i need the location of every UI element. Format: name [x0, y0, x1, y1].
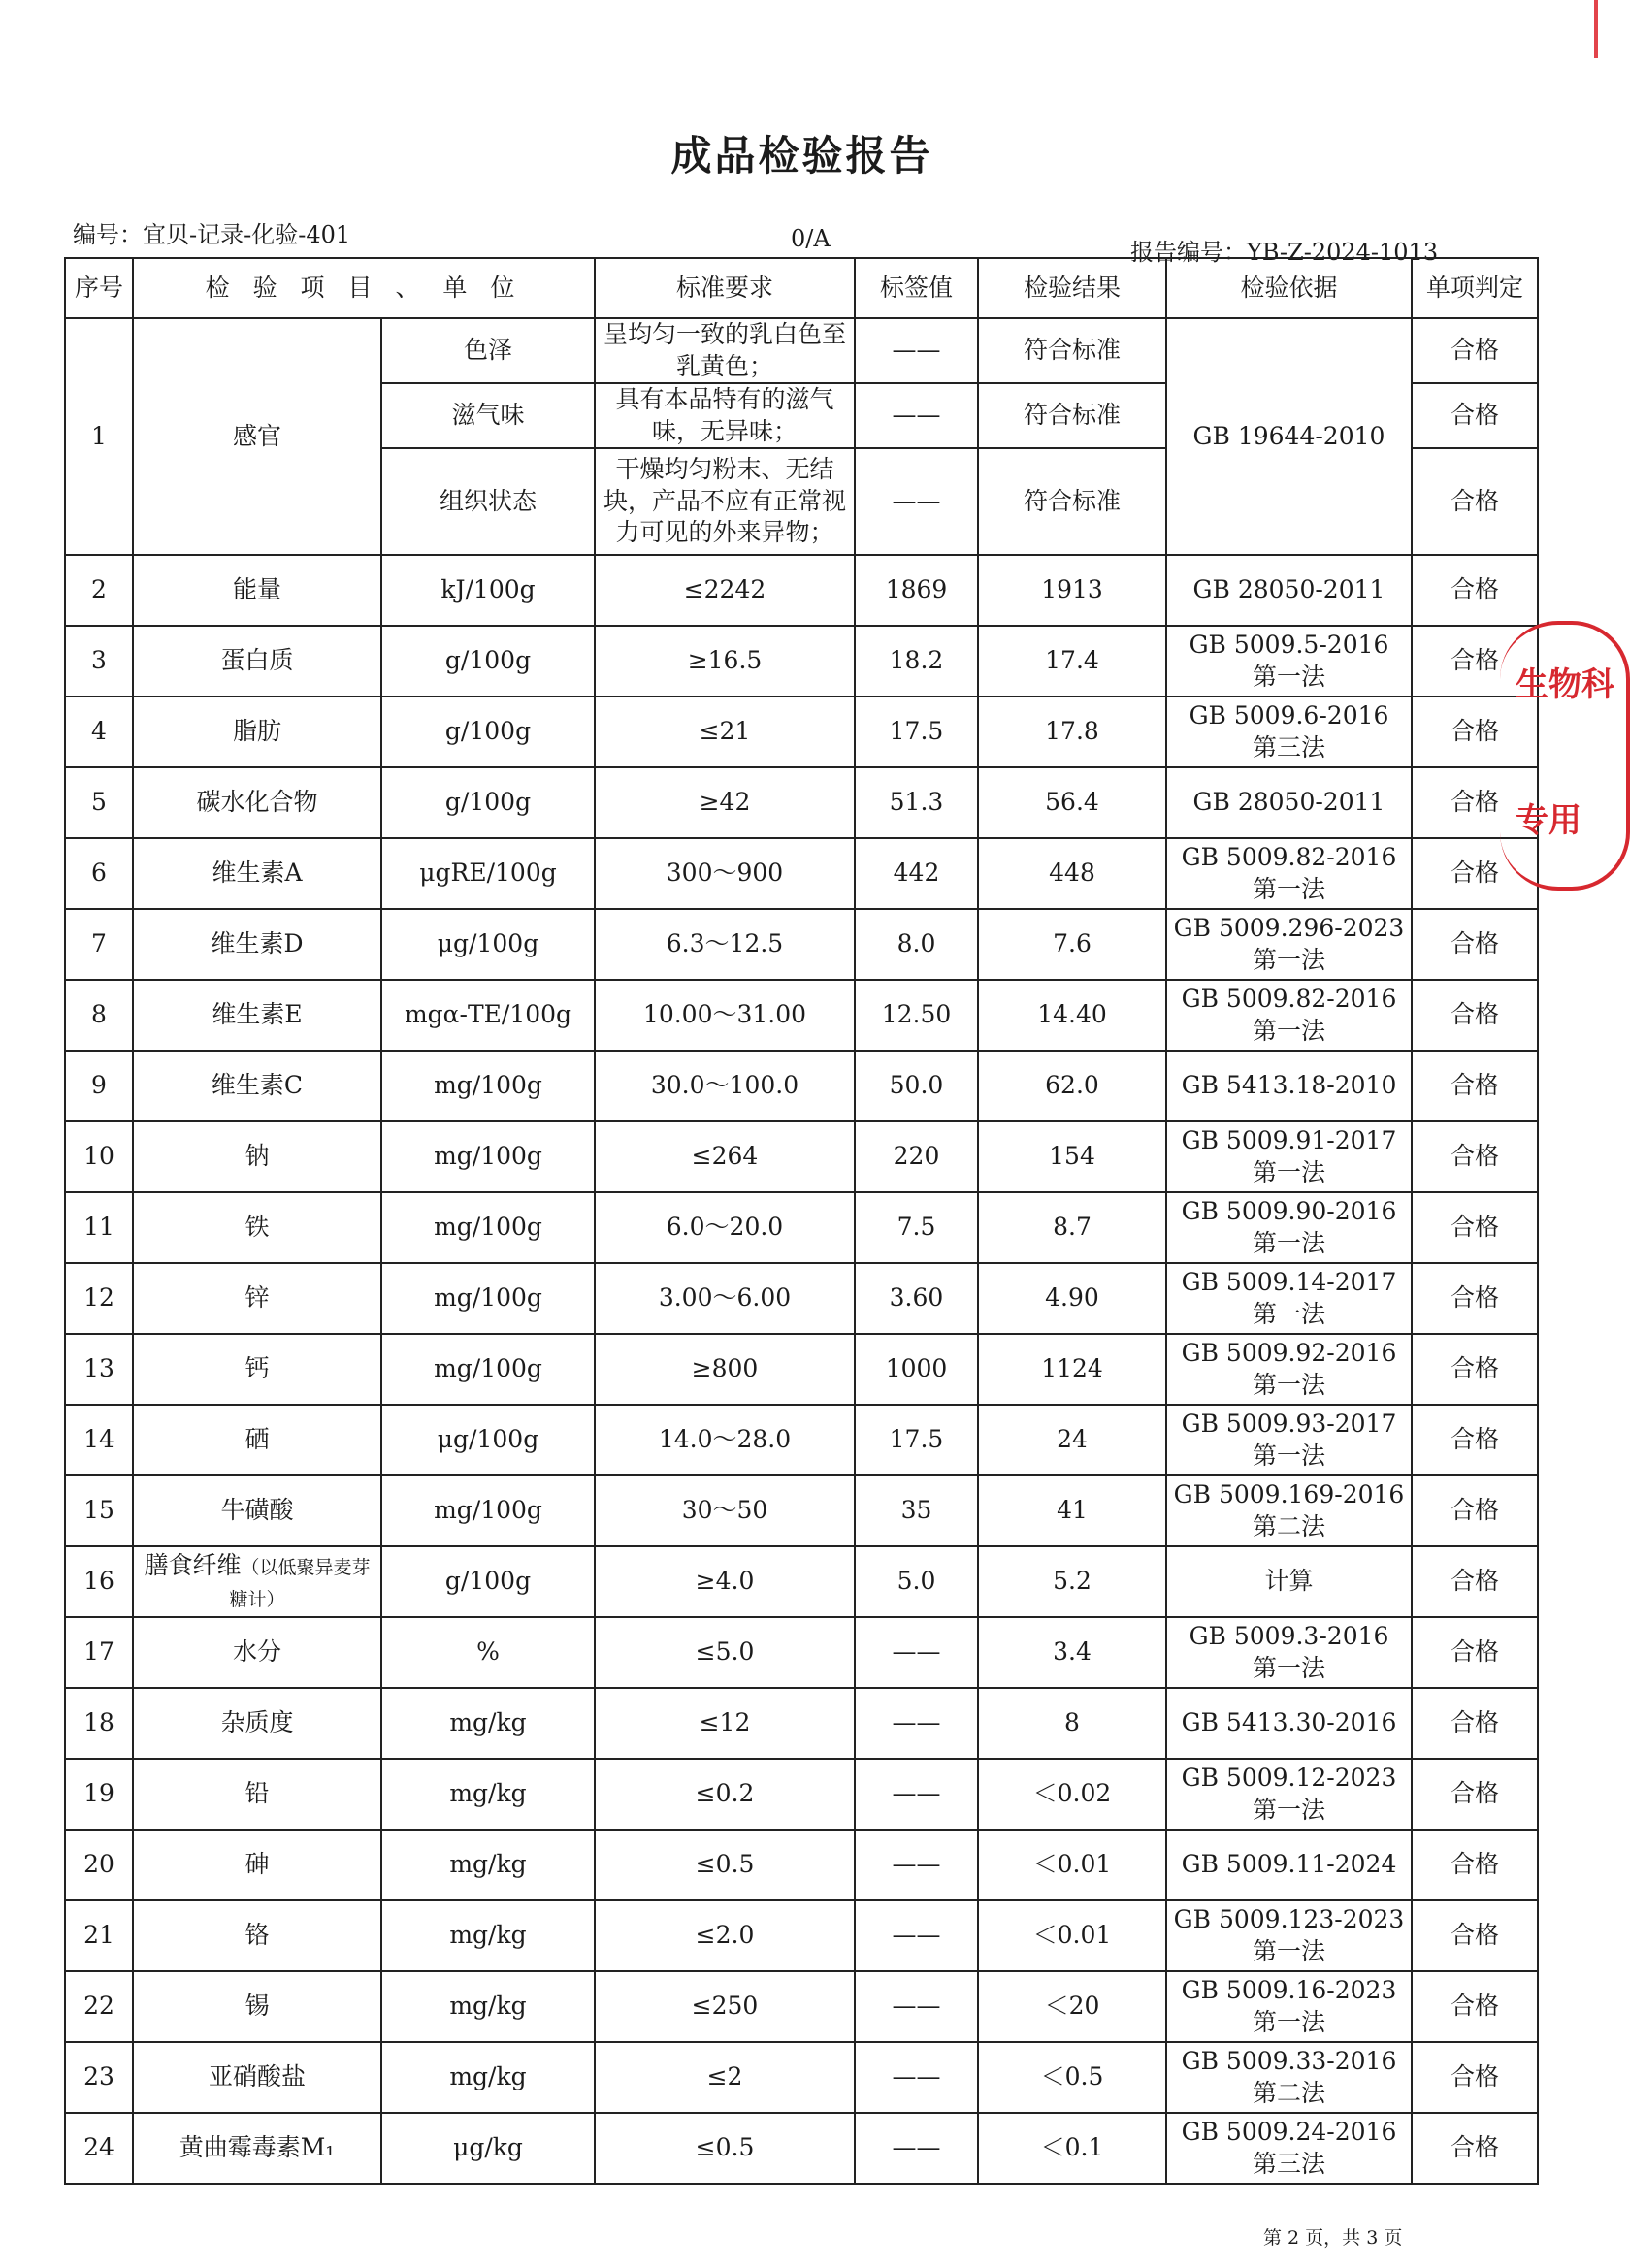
item-unit: g/100g	[381, 1546, 595, 1617]
item-name: 铁	[133, 1192, 381, 1263]
basis-standard: GB 5009.14-2017	[1181, 1268, 1397, 1296]
item-no: 2	[65, 555, 133, 626]
result: ＜0.01	[978, 1900, 1166, 1971]
table-row	[65, 1051, 1538, 1121]
label-value: 1000	[855, 1334, 978, 1405]
item-unit: mg/100g	[381, 1263, 595, 1334]
label-value: 35	[855, 1475, 978, 1546]
result: 3.4	[978, 1617, 1166, 1688]
requirement: 300～900	[595, 838, 855, 909]
result: 8	[978, 1688, 1166, 1759]
result: ＜0.01	[978, 1830, 1166, 1900]
test-basis	[1166, 1546, 1412, 1617]
judgement: 合格	[1412, 2113, 1538, 2184]
label-value: ——	[855, 1759, 978, 1830]
basis-standard: GB 5413.30-2016	[1181, 1708, 1397, 1737]
result: 24	[978, 1405, 1166, 1475]
basis-method: 第三法	[1252, 732, 1325, 761]
item-no: 13	[65, 1334, 133, 1405]
test-basis	[1166, 626, 1412, 697]
item-no: 9	[65, 1051, 133, 1121]
test-basis	[1166, 1971, 1412, 2042]
item-no: 11	[65, 1192, 133, 1263]
requirement: 30.0～100.0	[595, 1051, 855, 1121]
table-row	[65, 1830, 1538, 1900]
basis-method: 第一法	[1252, 1228, 1325, 1257]
basis-method: 第一法	[1252, 1299, 1325, 1328]
test-basis	[1166, 555, 1412, 626]
label-value: 18.2	[855, 626, 978, 697]
result: 符合标准	[978, 448, 1166, 555]
item-no: 14	[65, 1405, 133, 1475]
basis-standard: GB 28050-2011	[1192, 788, 1386, 817]
item-unit: mg/kg	[381, 1900, 595, 1971]
item-no: 3	[65, 626, 133, 697]
label-value: ——	[855, 1617, 978, 1688]
sub-item-name: 色泽	[381, 318, 595, 383]
result: 17.4	[978, 626, 1166, 697]
test-basis	[1166, 838, 1412, 909]
basis-standard: GB 5009.24-2016	[1181, 2118, 1397, 2146]
result: 5.2	[978, 1546, 1166, 1617]
basis-standard: 计算	[1264, 1567, 1314, 1596]
item-name: 维生素D	[133, 909, 381, 980]
table-row	[65, 1617, 1538, 1688]
item-unit: g/100g	[381, 626, 595, 697]
test-basis	[1166, 2042, 1412, 2113]
item-name: 脂肪	[133, 697, 381, 767]
requirement: ≤0.5	[595, 1830, 855, 1900]
basis-method: 第一法	[1252, 2007, 1325, 2036]
item-no: 18	[65, 1688, 133, 1759]
seal-text-top: 生物科	[1516, 665, 1614, 704]
table-row	[65, 1405, 1538, 1475]
basis-method: 第一法	[1252, 1653, 1325, 1682]
item-name: 能量	[133, 555, 381, 626]
test-basis	[1166, 2113, 1412, 2184]
item-unit: %	[381, 1617, 595, 1688]
test-basis	[1166, 697, 1412, 767]
judgement: 合格	[1412, 697, 1538, 767]
item-no: 20	[65, 1830, 133, 1900]
item-unit: mg/100g	[381, 1051, 595, 1121]
judgement: 合格	[1412, 1546, 1538, 1617]
item-no: 5	[65, 767, 133, 838]
table-row	[65, 1263, 1538, 1334]
result: 56.4	[978, 767, 1166, 838]
table-row	[65, 838, 1538, 909]
result: 448	[978, 838, 1166, 909]
requirement: ≤21	[595, 697, 855, 767]
basis-standard: GB 5009.12-2023	[1181, 1764, 1397, 1792]
test-basis	[1166, 909, 1412, 980]
item-unit: μg/100g	[381, 909, 595, 980]
header-no: 序号	[65, 258, 133, 318]
table-row	[65, 2042, 1538, 2113]
basis-standard: GB 5009.33-2016	[1181, 2047, 1397, 2075]
item-no: 21	[65, 1900, 133, 1971]
basis-method: 第一法	[1252, 1441, 1325, 1470]
label-value: 50.0	[855, 1051, 978, 1121]
item-name-note: （以低聚异麦芽糖计）	[229, 1557, 371, 1610]
result: 8.7	[978, 1192, 1166, 1263]
item-name: 维生素C	[133, 1051, 381, 1121]
result: ＜20	[978, 1971, 1166, 2042]
label-value: ——	[855, 1688, 978, 1759]
basis-method: 第一法	[1252, 1936, 1325, 1965]
table-row	[65, 909, 1538, 980]
basis-standard: GB 5009.123-2023	[1173, 1905, 1405, 1933]
test-basis	[1166, 1900, 1412, 1971]
test-basis	[1166, 1192, 1412, 1263]
label-value: 442	[855, 838, 978, 909]
item-unit: mg/kg	[381, 1688, 595, 1759]
label-value: 8.0	[855, 909, 978, 980]
seal-text-bottom: 专用	[1516, 801, 1581, 840]
requirement: ≤2	[595, 2042, 855, 2113]
test-basis	[1166, 1617, 1412, 1688]
test-basis	[1166, 1405, 1412, 1475]
item-name: 锌	[133, 1263, 381, 1334]
judgement: 合格	[1412, 980, 1538, 1051]
table-row	[65, 1475, 1538, 1546]
header-label-value: 标签值	[855, 258, 978, 318]
test-basis	[1166, 1830, 1412, 1900]
requirement: 干燥均匀粉末、无结块，产品不应有正常视力可见的外来异物；	[595, 448, 855, 555]
table-row	[65, 980, 1538, 1051]
sub-item-name: 组织状态	[381, 448, 595, 555]
requirement: ≥16.5	[595, 626, 855, 697]
sensory-no: 1	[65, 318, 133, 555]
label-value: 51.3	[855, 767, 978, 838]
requirement: 6.0～20.0	[595, 1192, 855, 1263]
item-no: 12	[65, 1263, 133, 1334]
requirement: ≥42	[595, 767, 855, 838]
basis-method: 第一法	[1252, 874, 1325, 903]
label-value: 220	[855, 1121, 978, 1192]
basis-standard: GB 5009.11-2024	[1181, 1850, 1397, 1879]
requirement: 30～50	[595, 1475, 855, 1546]
item-name: 铅	[133, 1759, 381, 1830]
result: ＜0.02	[978, 1759, 1166, 1830]
label-value: 12.50	[855, 980, 978, 1051]
table-row	[65, 1759, 1538, 1830]
header-item-unit: 检 验 项 目 、 单 位	[133, 258, 595, 318]
label-value: 7.5	[855, 1192, 978, 1263]
basis-method: 第二法	[1252, 2078, 1325, 2107]
label-value: ——	[855, 2042, 978, 2113]
judgement: 合格	[1412, 1405, 1538, 1475]
item-unit: μg/100g	[381, 1405, 595, 1475]
item-unit: mg/100g	[381, 1475, 595, 1546]
item-unit: mg/100g	[381, 1192, 595, 1263]
judgement: 合格	[1412, 1688, 1538, 1759]
judgement: 合格	[1412, 1334, 1538, 1405]
item-no: 19	[65, 1759, 133, 1830]
item-no: 23	[65, 2042, 133, 2113]
item-name: 维生素A	[133, 838, 381, 909]
test-basis	[1166, 980, 1412, 1051]
item-no: 7	[65, 909, 133, 980]
table-row	[65, 1334, 1538, 1405]
item-name: 钠	[133, 1121, 381, 1192]
label-value: 17.5	[855, 1405, 978, 1475]
header-requirement: 标准要求	[595, 258, 855, 318]
sensory-basis: GB 19644-2010	[1166, 318, 1412, 555]
judgement: 合格	[1412, 626, 1538, 697]
item-unit: μg/kg	[381, 2113, 595, 2184]
basis-method: 第一法	[1252, 1016, 1325, 1045]
basis-method: 第一法	[1252, 1795, 1325, 1824]
item-name: 牛磺酸	[133, 1475, 381, 1546]
basis-standard: GB 5009.92-2016	[1181, 1339, 1397, 1367]
page-footer: 第 2 页，共 3 页	[1263, 2227, 1403, 2249]
judgement: 合格	[1412, 909, 1538, 980]
requirement: 具有本品特有的滋气味，无异味；	[595, 383, 855, 448]
judgement: 合格	[1412, 838, 1538, 909]
label-value: 17.5	[855, 697, 978, 767]
judgement: 合格	[1412, 1192, 1538, 1263]
label-value: 3.60	[855, 1263, 978, 1334]
header-result: 检验结果	[978, 258, 1166, 318]
table-row	[65, 555, 1538, 626]
test-basis	[1166, 1688, 1412, 1759]
result: 17.8	[978, 697, 1166, 767]
item-name	[133, 1546, 381, 1617]
requirement: ≤0.5	[595, 2113, 855, 2184]
judgement: 合格	[1412, 448, 1538, 555]
item-unit: g/100g	[381, 767, 595, 838]
result: 4.90	[978, 1263, 1166, 1334]
label-value: ——	[855, 383, 978, 448]
header-basis: 检验依据	[1166, 258, 1412, 318]
item-unit: μgRE/100g	[381, 838, 595, 909]
result: 41	[978, 1475, 1166, 1546]
judgement: 合格	[1412, 1759, 1538, 1830]
inspection-table	[64, 257, 1539, 2185]
item-name: 杂质度	[133, 1688, 381, 1759]
item-name: 碳水化合物	[133, 767, 381, 838]
edge-mark	[1594, 0, 1598, 58]
judgement: 合格	[1412, 1830, 1538, 1900]
table-row	[65, 1900, 1538, 1971]
judgement: 合格	[1412, 1051, 1538, 1121]
requirement: 3.00～6.00	[595, 1263, 855, 1334]
basis-standard: GB 5009.91-2017	[1181, 1126, 1397, 1154]
result: 62.0	[978, 1051, 1166, 1121]
result: 符合标准	[978, 318, 1166, 383]
table-row	[65, 1688, 1538, 1759]
test-basis	[1166, 1051, 1412, 1121]
test-basis	[1166, 1263, 1412, 1334]
basis-method: 第一法	[1252, 945, 1325, 974]
label-value: ——	[855, 1900, 978, 1971]
sensory-row-color	[65, 318, 1538, 383]
label-value: ——	[855, 318, 978, 383]
table-row	[65, 1121, 1538, 1192]
item-name: 黄曲霉毒素M₁	[133, 2113, 381, 2184]
basis-standard: GB 5009.5-2016	[1189, 631, 1389, 659]
basis-standard: GB 28050-2011	[1192, 575, 1386, 604]
basis-standard: GB 5009.90-2016	[1181, 1197, 1397, 1225]
label-value: ——	[855, 448, 978, 555]
requirement: 呈均匀一致的乳白色至乳黄色；	[595, 318, 855, 383]
basis-method: 第一法	[1252, 1370, 1325, 1399]
item-unit: mg/kg	[381, 1971, 595, 2042]
sensory-name: 感官	[133, 318, 381, 555]
result: 14.40	[978, 980, 1166, 1051]
item-unit: mg/kg	[381, 1830, 595, 1900]
judgement: 合格	[1412, 1263, 1538, 1334]
requirement: ≥4.0	[595, 1546, 855, 1617]
judgement: 合格	[1412, 318, 1538, 383]
item-unit: mg/kg	[381, 2042, 595, 2113]
judgement: 合格	[1412, 1121, 1538, 1192]
basis-standard: GB 5009.6-2016	[1189, 701, 1389, 729]
item-name-text: 膳食纤维	[144, 1551, 242, 1579]
result: 1124	[978, 1334, 1166, 1405]
basis-standard: GB 5009.82-2016	[1181, 843, 1397, 871]
result: 7.6	[978, 909, 1166, 980]
requirement: ≤2242	[595, 555, 855, 626]
page-title: 成品检验报告	[670, 132, 933, 179]
requirement: ≤12	[595, 1688, 855, 1759]
table-row	[65, 767, 1538, 838]
label-value: 1869	[855, 555, 978, 626]
basis-standard: GB 5009.169-2016	[1173, 1480, 1405, 1508]
document-version: 0/A	[791, 225, 831, 252]
judgement: 合格	[1412, 767, 1538, 838]
item-no: 15	[65, 1475, 133, 1546]
judgement: 合格	[1412, 2042, 1538, 2113]
judgement: 合格	[1412, 555, 1538, 626]
item-name: 水分	[133, 1617, 381, 1688]
result: ＜0.5	[978, 2042, 1166, 2113]
requirement: ≤0.2	[595, 1759, 855, 1830]
result: 1913	[978, 555, 1166, 626]
label-value: ——	[855, 1971, 978, 2042]
item-no: 17	[65, 1617, 133, 1688]
test-basis	[1166, 1121, 1412, 1192]
basis-standard: GB 5009.16-2023	[1181, 1976, 1397, 2004]
requirement: ≤5.0	[595, 1617, 855, 1688]
judgement: 合格	[1412, 1475, 1538, 1546]
test-basis	[1166, 1475, 1412, 1546]
result: 符合标准	[978, 383, 1166, 448]
document-code: 编号：宜贝-记录-化验-401	[73, 221, 351, 248]
item-name: 锡	[133, 1971, 381, 2042]
result: 154	[978, 1121, 1166, 1192]
item-unit: kJ/100g	[381, 555, 595, 626]
judgement: 合格	[1412, 1971, 1538, 2042]
item-unit: mg/100g	[381, 1334, 595, 1405]
table-row	[65, 1192, 1538, 1263]
test-basis	[1166, 767, 1412, 838]
requirement: ≤2.0	[595, 1900, 855, 1971]
test-basis	[1166, 1334, 1412, 1405]
item-unit: mg/kg	[381, 1759, 595, 1830]
requirement: ≥800	[595, 1334, 855, 1405]
judgement: 合格	[1412, 1900, 1538, 1971]
sub-item-name: 滋气味	[381, 383, 595, 448]
label-value: ——	[855, 1830, 978, 1900]
item-name: 钙	[133, 1334, 381, 1405]
basis-standard: GB 5009.93-2017	[1181, 1409, 1397, 1438]
item-name: 维生素E	[133, 980, 381, 1051]
item-name: 砷	[133, 1830, 381, 1900]
judgement: 合格	[1412, 383, 1538, 448]
report-number: 报告编号：YB-Z-2024-1013	[1130, 239, 1439, 266]
requirement: 14.0～28.0	[595, 1405, 855, 1475]
item-no: 6	[65, 838, 133, 909]
result: ＜0.1	[978, 2113, 1166, 2184]
requirement: 10.00～31.00	[595, 980, 855, 1051]
test-basis	[1166, 1759, 1412, 1830]
basis-method: 第三法	[1252, 2149, 1325, 2178]
requirement: ≤264	[595, 1121, 855, 1192]
table-row	[65, 2113, 1538, 2184]
item-no: 24	[65, 2113, 133, 2184]
item-no: 10	[65, 1121, 133, 1192]
item-no: 4	[65, 697, 133, 767]
item-unit: mg/100g	[381, 1121, 595, 1192]
item-name: 蛋白质	[133, 626, 381, 697]
item-name: 亚硝酸盐	[133, 2042, 381, 2113]
label-value: ——	[855, 2113, 978, 2184]
label-value: 5.0	[855, 1546, 978, 1617]
table-row	[65, 626, 1538, 697]
basis-method: 第一法	[1252, 1157, 1325, 1186]
item-no: 16	[65, 1546, 133, 1617]
item-unit: mgα-TE/100g	[381, 980, 595, 1051]
header-row	[65, 258, 1538, 318]
item-unit: g/100g	[381, 697, 595, 767]
requirement: 6.3～12.5	[595, 909, 855, 980]
basis-standard: GB 5413.18-2010	[1181, 1071, 1397, 1100]
basis-standard: GB 5009.296-2023	[1173, 914, 1405, 942]
table-row	[65, 1971, 1538, 2042]
header-judgement: 单项判定	[1412, 258, 1538, 318]
basis-standard: GB 5009.82-2016	[1181, 985, 1397, 1013]
table-row	[65, 1546, 1538, 1617]
item-name: 铬	[133, 1900, 381, 1971]
basis-standard: GB 5009.3-2016	[1189, 1622, 1389, 1650]
item-name: 硒	[133, 1405, 381, 1475]
requirement: ≤250	[595, 1971, 855, 2042]
judgement: 合格	[1412, 1617, 1538, 1688]
item-no: 22	[65, 1971, 133, 2042]
item-no: 8	[65, 980, 133, 1051]
basis-method: 第二法	[1252, 1511, 1325, 1540]
table-row	[65, 697, 1538, 767]
basis-method: 第一法	[1252, 662, 1325, 691]
